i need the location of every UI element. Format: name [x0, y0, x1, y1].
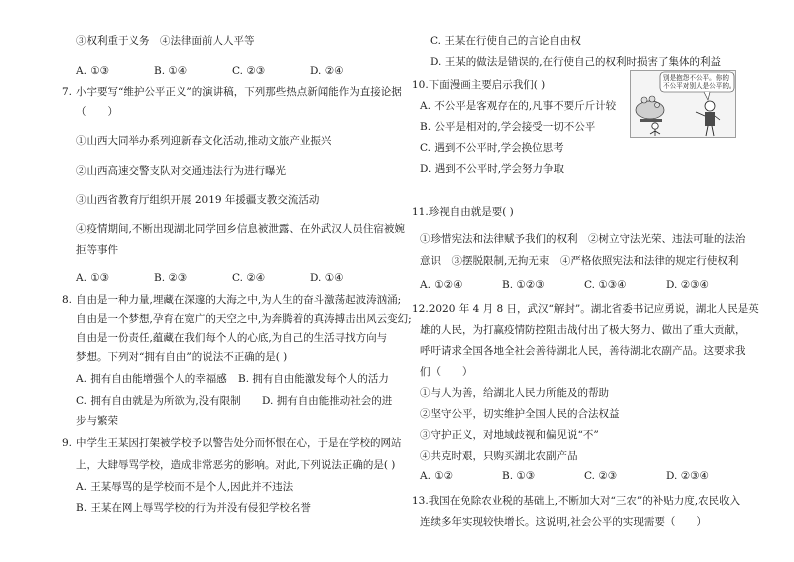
q6-option-b[interactable]: B. ①④: [154, 65, 188, 77]
q9-stem-line: 上，大肆辱骂学校，造成非常恶劣的影响。对此,下列说法正确的是( ): [76, 459, 396, 471]
q7-option-b[interactable]: B. ②③: [154, 272, 188, 284]
q11-stem: 11.珍视自由就是要( ): [412, 206, 514, 218]
q10-option-b[interactable]: B. 公平是相对的,学会接受一切不公平: [420, 121, 596, 133]
q8-option-c[interactable]: C. 拥有自由就是为所欲为,没有限制: [76, 395, 241, 407]
q7-option-d[interactable]: D. ①④: [310, 272, 344, 284]
cartoon-caption: 别是抱怨不公平。你的: [663, 74, 729, 82]
q9-option-a[interactable]: A. 王某辱骂的是学校而不是个人,因此并不违法: [76, 481, 294, 493]
q12-stem-line: 们（ ）: [420, 366, 473, 378]
q6-options: [76, 64, 344, 78]
q7-item: ④疫情期间,不断出现湖北同学回乡信息被泄露、在外武汉人员住宿被婉: [76, 223, 405, 235]
q7-number: 7.: [62, 86, 73, 98]
q7-option-c[interactable]: C. ②④: [232, 272, 266, 284]
q9-option-d[interactable]: D. 王某的做法是错误的,在行使自己的权利时损害了集体的利益: [430, 56, 722, 68]
q7-item: ③山西省教育厅组织开展 2019 年援疆支教交流活动: [76, 194, 320, 206]
q10-option-c[interactable]: C. 遇到不公平时,学会换位思考: [420, 142, 564, 154]
q8-passage-line: 梦想。下列对“拥有自由”的说法不正确的是( ): [76, 351, 288, 363]
q8-option-a[interactable]: A. 拥有自由能增强个人的幸福感: [76, 373, 227, 385]
q10-cartoon: [630, 70, 736, 138]
q12-stem-line: 12.2020 年 4 月 8 日，武汉“解封”。湖北省委书记应勇说，湖北人民是英: [412, 303, 759, 315]
q7-option-a[interactable]: A. ①③: [76, 272, 110, 284]
q9-option-b[interactable]: B. 王某在网上辱骂学校的行为并没有侵犯学校名誉: [76, 502, 311, 514]
q8-option-d-continued: 步与繁荣: [76, 415, 118, 427]
q9-option-c[interactable]: C. 王某在行使自己的言论自由权: [430, 35, 581, 47]
q12-stem-line: 呼吁请求全国各地全社会善待湖北人民，善待湖北农副产品。这要求我: [420, 345, 746, 357]
q6-option-d[interactable]: D. ②④: [310, 65, 344, 77]
q8-option-d[interactable]: D. 拥有自由能推动社会的进: [262, 395, 393, 407]
q9-stem-line: 中学生王某因打架被学校予以警告处分而怀恨在心，于是在学校的网站: [76, 437, 402, 449]
q12-item: ④共克时艰，只购买湖北农副产品: [420, 450, 578, 462]
q11-option-c[interactable]: C. ①③④: [584, 279, 627, 291]
q12-item: ③守护正义，对地域歧视和偏见说“不”: [420, 429, 599, 441]
q12-options: [420, 469, 709, 483]
q12-option-c[interactable]: C. ②③: [584, 470, 618, 482]
q11-option-a[interactable]: A. ①②④: [420, 279, 463, 291]
q8-passage-line: 自由是一份责任,蕴藏在我们每个人的心底,为自己的生活寻找方向与: [76, 332, 388, 344]
q13-stem-line: 13.我国在免除农业税的基础上,不断加大对“三农”的补贴力度,农民收入: [412, 495, 741, 507]
q7-stem: 小宇要写“维护公平正义”的演讲稿，下列那些热点新闻能作为直接论据: [76, 86, 402, 98]
q8-passage-line: 自由是一个梦想,孕育在宽广的天空之中,为奔腾着的真涛搏击出风云变幻;: [76, 313, 412, 325]
q12-item: ①与人为善，给湖北人民力所能及的帮助: [420, 387, 609, 399]
q11-item-line: ①珍惜宪法和法律赋予我们的权利 ②树立守法光荣、违法可耻的法治: [420, 233, 746, 245]
q13-stem-line: 连续多年实现较快增长。这说明,社会公平的实现需要（ ）: [420, 516, 707, 528]
q7-options: [76, 271, 344, 285]
q7-item-continued: 拒等事件: [76, 244, 118, 256]
q12-item: ②坚守公平，切实维护全国人民的合法权益: [420, 408, 620, 420]
q7-item: ①山西大同举办系列迎新春文化活动,推动文旅产业振兴: [76, 135, 332, 147]
q11-option-d[interactable]: D. ②③④: [666, 279, 709, 291]
q12-stem-line: 雄的人民，为打赢疫情防控阻击战付出了极大努力、做出了重大贡献，: [420, 324, 746, 336]
q7-stem-paren: （ ）: [76, 106, 118, 118]
q10-option-a[interactable]: A. 不公平是客观存在的,凡事不要斤斤计较: [420, 100, 617, 112]
q6-item-line: ③权利重于义务 ④法律面前人人平等: [76, 35, 255, 47]
q10-stem: 10.下面漫画主要启示我们( ): [412, 79, 546, 91]
q6-option-a[interactable]: A. ①③: [76, 65, 110, 77]
q6-option-c[interactable]: C. ②③: [232, 65, 266, 77]
q10-option-d[interactable]: D. 遇到不公平时,学会努力争取: [420, 163, 565, 175]
q11-options: [420, 278, 709, 292]
q8-number: 8.: [62, 294, 73, 306]
cartoon-caption: 不公平对别人是公平的。: [663, 82, 736, 90]
q8-passage-line: 自由是一种力量,埋藏在深邃的大海之中,为人生的奋斗激荡起波涛汹涌;: [76, 294, 402, 306]
q9-number: 9.: [62, 437, 73, 449]
q12-option-a[interactable]: A. ①②: [420, 470, 454, 482]
q11-item-line: 意识 ③摆脱限制,无拘无束 ④严格依照宪法和法律的规定行使权利: [420, 255, 739, 267]
q11-option-b[interactable]: B. ①②③: [502, 279, 545, 291]
q7-item: ②山西高速交警支队对交通违法行为进行曝光: [76, 165, 286, 177]
q12-option-b[interactable]: B. ①③: [502, 470, 536, 482]
q8-option-b[interactable]: B. 拥有自由能激发每个人的活力: [238, 373, 389, 385]
q12-option-d[interactable]: D. ②③④: [666, 470, 709, 482]
